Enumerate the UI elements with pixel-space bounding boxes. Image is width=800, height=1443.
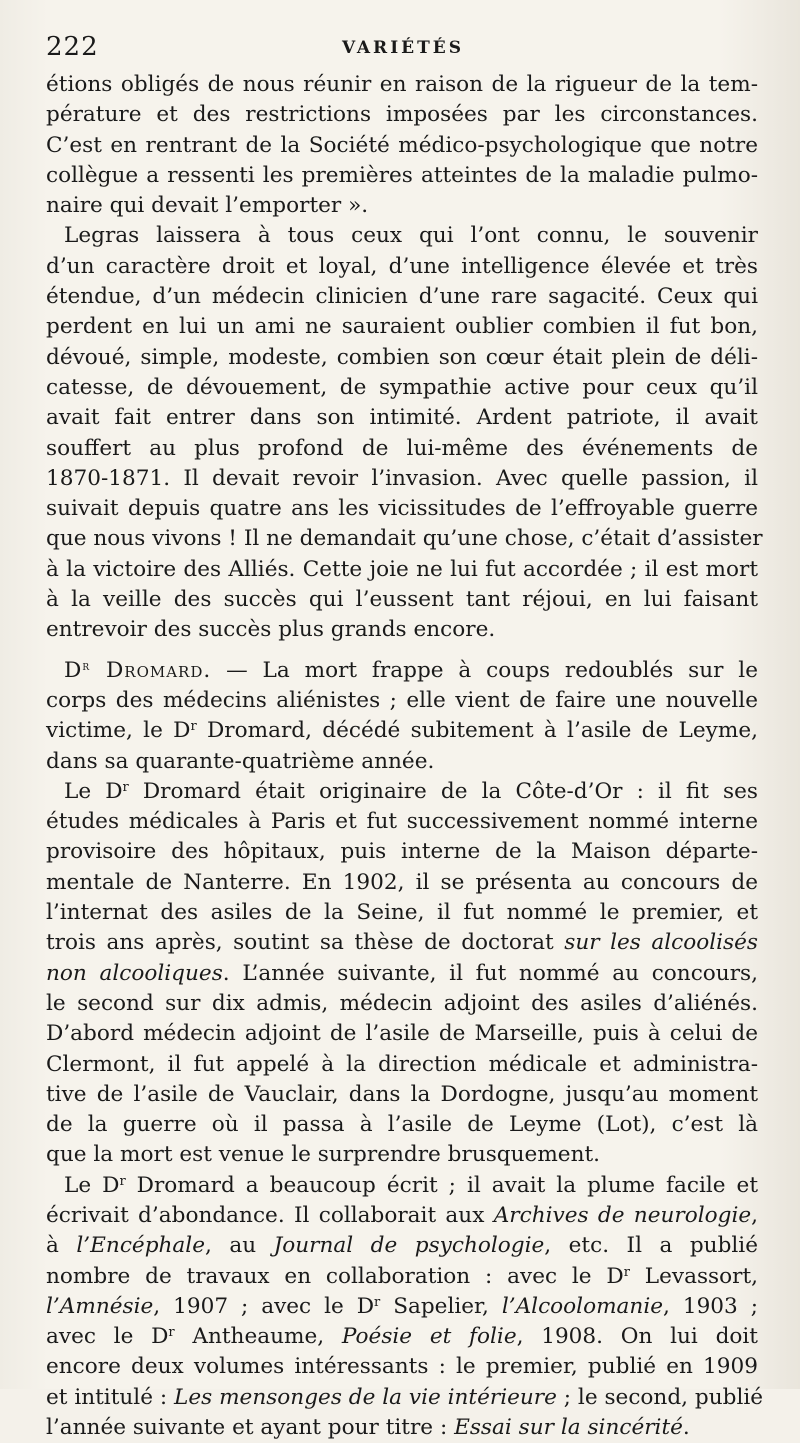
- text-line: avec le $D^r$ Antheaume, Poésie et folie, 1908. On lui doit: [46, 1324, 758, 1350]
- text-line: avait fait entrer dans son intimité. Ardent patriote, il avait: [46, 405, 758, 431]
- text-line: encore deux volumes intéressants : le premier, publié en 1909: [46, 1354, 758, 1380]
- text-line: entrevoir des succès plus grands encore.: [46, 617, 496, 643]
- text-line: Clermont, il fut appelé à la direction médicale et administra-: [46, 1051, 758, 1077]
- text-line: suivait depuis quatre ans les vicissitudes de l’effroyable guerre: [46, 496, 758, 522]
- text-line: trois ans après, soutint sa thèse de doctorat sur les alcoolisés: [46, 930, 758, 956]
- text-line: non alcooliques. L’année suivante, il fut nommé au concours,: [46, 960, 758, 986]
- text-line: d’un caractère droit et loyal, d’une intelligence élevée et très: [46, 253, 758, 279]
- text-line: 1870-1871. Il devait revoir l’invasion. Avec quelle passion, il: [46, 465, 758, 491]
- text-line: mentale de Nanterre. En 1902, il se présenta au concours de: [46, 869, 758, 895]
- text-line: souffert au plus profond de lui-même des événements de: [46, 435, 758, 461]
- text-line: pérature et des restrictions imposées par les circonstances.: [46, 102, 758, 128]
- text-line: tive de l’asile de Vauclair, dans la Dordogne, jusqu’au moment: [46, 1081, 758, 1107]
- text-line: dévoué, simple, modeste, combien son cœur était plein de déli-: [46, 344, 758, 370]
- text-line: étendue, d’un médecin clinicien d’une rare sagacité. Ceux qui: [46, 284, 758, 310]
- text-line: à l’Encéphale, au Journal de psychologie, etc. Il a publié: [46, 1233, 758, 1259]
- text-line: et intitulé : Les mensonges de la vie intérieure ; le second, publié: [46, 1384, 764, 1410]
- text-line: naire qui devait l’emporter ».: [46, 193, 369, 219]
- text-line: catesse, de dévouement, de sympathie active pour ceux qu’il: [46, 374, 758, 400]
- text-line: Le $D^r$ Dromard était originaire de la Côte-d’Or : il fit ses: [64, 778, 758, 804]
- text-line: victime, le $D^r$ Dromard, décédé subitement à l’asile de Leyme,: [46, 718, 758, 744]
- text-line: études médicales à Paris et fut successivement nommé interne: [46, 809, 758, 835]
- text-line: de la guerre où il passa à l’asile de Leyme (Lot), c’est là: [46, 1112, 758, 1138]
- text-line: à la victoire des Alliés. Cette joie ne lui fut accordée ; il est mort: [46, 556, 758, 582]
- text-line: le second sur dix admis, médecin adjoint des asiles d’aliénés.: [46, 990, 758, 1016]
- text-line: collègue a ressenti les premières atteintes de la maladie pulmo-: [46, 162, 758, 188]
- text-line: étions obligés de nous réunir en raison de la rigueur de la tem-: [46, 72, 758, 97]
- text-line: que la mort est venue le surprendre brusquement.: [46, 1142, 601, 1168]
- text-line: $D^r$ Dromard. — La mort frappe à coups redoublés sur le: [64, 657, 758, 683]
- text-line: Le $D^r$ Dromard a beaucoup écrit ; il avait la plume facile et: [64, 1172, 758, 1198]
- text-line: nombre de travaux en collaboration : avec le $D^r$ Levassort,: [46, 1263, 758, 1289]
- page-header: [46, 30, 760, 70]
- text-line: C’est en rentrant de la Société médico-psychologique que notre: [46, 132, 758, 158]
- text-line: dans sa quarante-quatrième année.: [46, 748, 435, 774]
- page-number: 222: [46, 32, 99, 62]
- running-head: VARIÉTÉS: [342, 38, 464, 58]
- text-line: corps des médecins aliénistes ; elle vient de faire une nouvelle: [46, 687, 758, 713]
- text-line: provisoire des hôpitaux, puis interne de la Maison départe-: [46, 839, 758, 865]
- text-line: perdent en lui un ami ne sauraient oublier combien il fut bon,: [46, 314, 758, 340]
- text-line: l’Amnésie, 1907 ; avec le $D^r$ Sapelier, l’Alcoolomanie, 1903 ;: [46, 1293, 759, 1319]
- text-line: Legras laissera à tous ceux qui l’ont connu, le souvenir: [64, 223, 758, 249]
- text-line: écrivait d’abondance. Il collaborait aux Archives de neurologie,: [46, 1202, 759, 1228]
- text-line: l’internat des asiles de la Seine, il fut nommé le premier, et: [46, 900, 758, 926]
- text-line: l’année suivante et ayant pour titre : Essai sur la sincérité.: [46, 1415, 690, 1441]
- text-line: que nous vivons ! Il ne demandait qu’une chose, c’était d’assister: [46, 526, 763, 552]
- text-line: à la veille des succès qui l’eussent tant réjoui, en lui faisant: [46, 587, 758, 613]
- text-line: D’abord médecin adjoint de l’asile de Marseille, puis à celui de: [46, 1021, 758, 1047]
- body-text: [46, 70, 764, 1443]
